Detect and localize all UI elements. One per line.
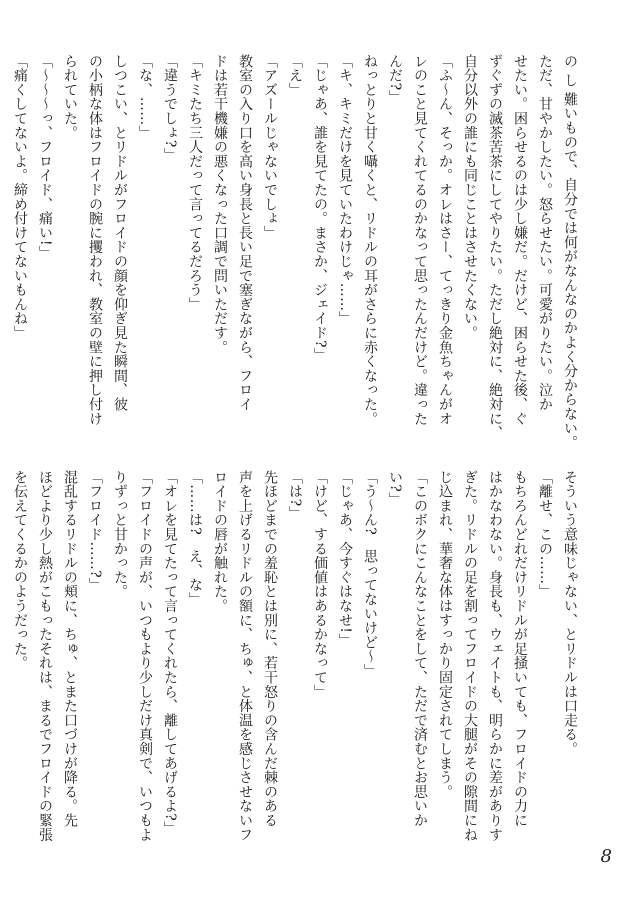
- text-line: 「キミたち三人だって言ってるだろう」: [187, 54, 203, 312]
- text-line: 「う〜ん? 思ってないけど〜」: [362, 470, 378, 679]
- text-line: ねっとりと甘く囁くと、リドルの耳がさらに赤くなった。: [362, 54, 378, 426]
- page-number: 8: [600, 846, 612, 867]
- text-line: られていた。: [62, 54, 78, 140]
- text-line: もちろんどれだけリドルが足掻いても、フロイドの力に: [512, 470, 528, 828]
- text-line: りずっと甘かった。: [112, 470, 128, 599]
- text-line: 「このボクにこんなことをして、ただで済むとお思いか: [412, 470, 428, 828]
- text-line: 混乱するリドルの頬に、ちゅ、とまた口づけが降る。先: [62, 470, 78, 828]
- text-line: の小柄な体はフロイドの腕に攫われ、教室の壁に押し付け: [87, 54, 103, 426]
- text-line: 「オレを見てたって言ってくれたら、離してあげるよ?」: [162, 470, 178, 836]
- text-line: 先ほどまでの羞恥とは別に、若干怒りの含んだ棘のある: [262, 470, 278, 828]
- text-line: 「痛くしてないよ。締め付けてないもんね」: [12, 54, 28, 340]
- text-line: 「じゃあ、今すぐはなせ!」: [337, 470, 353, 648]
- text-line: 声を上げるリドルの額に、ちゅ、と体温を感じさせないフ: [237, 470, 253, 842]
- text-line: 「フロイドの声が、いつもより少しだけ真剣で、いつもよ: [137, 470, 153, 842]
- text-line: そういう意味じゃない、とリドルは口走る。: [562, 470, 578, 756]
- text-block-top: [12, 54, 582, 450]
- text-line: ずぐずの滅茶苦茶にしてやりたい。ただし絶対に、絶対に、: [487, 54, 503, 441]
- text-line: 「アズールじゃないでしょ」: [262, 54, 278, 240]
- text-line: 「けど、する価値はあるかなって」: [312, 470, 328, 699]
- text-line: しつこい、とリドルがフロイドの顔を仰ぎ見た瞬間、彼: [112, 54, 128, 412]
- text-line: 自分以外の誰にも同じことはさせたくない。: [462, 54, 478, 340]
- text-line: ロイドの唇が触れた。: [212, 470, 228, 613]
- text-line: じ込まれ、華奢な体はすっかり固定されてしまう。: [437, 470, 453, 799]
- text-line: レのこと見てくれてるのかなって思ったんだけど。違った: [412, 54, 428, 426]
- text-line: ぎた。リドルの足を割ってフロイドの大腿がその隙間にね: [462, 470, 478, 842]
- text-line: 「違うでしょ?」: [162, 54, 178, 162]
- text-line: ほどより少し熱がこもったそれは、まるでフロイドの緊張: [37, 470, 53, 842]
- text-line: ただ、甘やかしたい。怒らせたい。可愛がりたい。泣か: [537, 54, 553, 412]
- text-line: を伝えてくるかのようだった。: [12, 470, 28, 671]
- text-line: 「……は? え、な」: [187, 470, 203, 607]
- text-line: 「は?」: [287, 470, 303, 521]
- text-line: せたい。困らせるのは少し嫌だ。だけど、困らせた後、ぐ: [512, 54, 528, 426]
- text-line: ドは若干機嫌の悪くなった口調で問いただす。: [212, 54, 228, 355]
- text-line: の し 難いもので、自分では何がなんなのかよく分からない。: [562, 54, 578, 450]
- text-line: 教室の入り口を高い身長と長い足で塞ぎながら、フロイ: [237, 54, 253, 412]
- text-line: んだ?」: [387, 54, 403, 105]
- text-line: 「じゃあ、誰を見てたの。まさか、ジェイド?」: [312, 54, 328, 363]
- text-line: 「な、……」: [137, 54, 153, 140]
- text-line: 「離せ、この……」: [537, 470, 553, 599]
- text-line: 「フロイド……?」: [87, 470, 103, 593]
- text-line: 「え」: [287, 54, 303, 97]
- text-line: 「キ、キミだけを見ていたわけじゃ……」: [337, 54, 353, 326]
- text-line: 「ふ〜ん、そっか。オレはさー、てっきり金魚ちゃんがオ: [437, 54, 453, 426]
- text-line: はかなわない。身長も、ウェイトも、明らかに差がありす: [487, 470, 503, 842]
- text-line: 「〜〜〜っ、フロイド、痛い!」: [37, 54, 53, 261]
- text-line: い?」: [387, 470, 403, 507]
- text-block-bottom: [12, 470, 582, 850]
